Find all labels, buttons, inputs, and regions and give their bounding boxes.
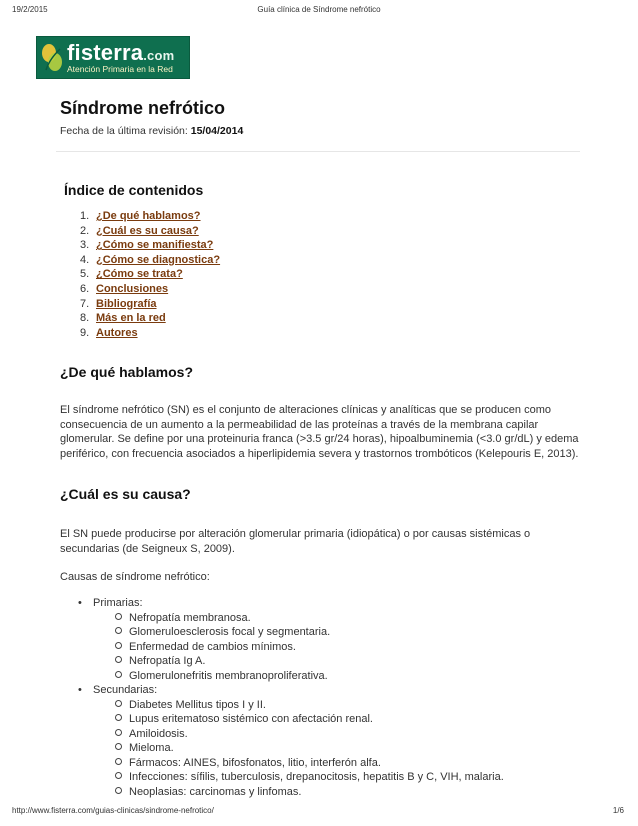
circle-bullet-icon [115, 613, 122, 620]
toc-item [80, 253, 220, 268]
cause-item: Neoplasias: carcinomas y linfomas. [115, 785, 504, 800]
cause-item: Lupus eritematoso sistémico con afectación renal. [115, 712, 504, 727]
toc-link-mas-en-la-red[interactable]: Más en la red [96, 312, 166, 325]
toc-item [80, 297, 220, 312]
cause-item: Fármacos: AINES, bifosfonatos, litio, interferón alfa. [115, 756, 504, 771]
toc-link-cual-es-su-causa[interactable]: ¿Cuál es su causa? [96, 224, 199, 237]
leaf-icon [40, 43, 64, 73]
toc-link-como-se-trata[interactable]: ¿Cómo se trata? [96, 268, 183, 281]
cause-group-primarias [78, 596, 504, 683]
toc-number: 9. [80, 326, 90, 339]
print-page-number: 1/6 [612, 806, 624, 815]
bullet-icon [78, 683, 93, 698]
fisterra-logo[interactable] [36, 36, 190, 79]
cause-item: Nefropatía Ig A. [115, 654, 504, 669]
revision-line [60, 125, 243, 137]
cause-sublist [78, 698, 504, 800]
toc-number: 4. [80, 253, 90, 266]
toc-link-como-se-manifiesta[interactable]: ¿Cómo se manifiesta? [96, 239, 214, 252]
toc-number: 8. [80, 312, 90, 325]
cause-item: Mieloma. [115, 741, 504, 756]
logo-wordmark: fisterra.com [67, 40, 175, 65]
toc-number: 1. [80, 210, 90, 222]
circle-bullet-icon [115, 656, 122, 663]
circle-bullet-icon [115, 700, 122, 707]
toc-link-de-que-hablamos[interactable]: ¿De qué hablamos? [96, 210, 201, 222]
causes-intro: Causas de síndrome nefrótico: [60, 571, 210, 583]
page-title: Síndrome nefrótico [60, 98, 226, 118]
toc-link-conclusiones[interactable]: Conclusiones [96, 282, 169, 295]
cause-item: Nefropatía membranosa. [115, 611, 504, 626]
causes-list [78, 596, 504, 799]
section-body-cual-es-su-causa: El SN puede producirse por alteración glomerular primaria (idiopática) o por causas sistémicas o secundarias (de Seigneux S, 2009). [60, 528, 531, 555]
print-url: http://www.fisterra.com/guias-clinicas/sindrome-nefrotico/ [12, 806, 214, 815]
circle-bullet-icon [115, 627, 122, 634]
circle-bullet-icon [115, 772, 122, 779]
cause-item: Glomeruloesclerosis focal y segmentaria. [115, 625, 504, 640]
circle-bullet-icon [115, 758, 122, 765]
cause-item: Glomerulonefritis membranoproliferativa. [115, 669, 504, 684]
circle-bullet-icon [115, 714, 122, 721]
toc-link-autores[interactable]: Autores [96, 326, 138, 339]
toc-item [80, 282, 220, 297]
divider [56, 151, 580, 152]
circle-bullet-icon [115, 787, 122, 794]
toc-number: 6. [80, 282, 90, 295]
revision-label: Fecha de la última revisión: [60, 125, 188, 137]
toc-link-como-se-diagnostica[interactable]: ¿Cómo se diagnostica? [96, 253, 221, 266]
toc-list [80, 209, 220, 340]
circle-bullet-icon [115, 729, 122, 736]
toc-item [80, 224, 220, 239]
cause-group-label: Primarias: [93, 597, 143, 609]
section-heading-cual-es-su-causa: ¿Cuál es su causa? [60, 486, 191, 502]
circle-bullet-icon [115, 743, 122, 750]
toc-item [80, 209, 220, 224]
cause-item: Enfermedad de cambios mínimos. [115, 640, 504, 655]
cause-item: Infecciones: sífilis, tuberculosis, drepanocitosis, hepatitis B y C, VIH, malaria. [115, 770, 504, 785]
print-title: Guía clínica de Síndrome nefrótico [257, 5, 381, 14]
revision-date: 15/04/2014 [190, 125, 244, 137]
toc-number: 2. [80, 224, 90, 237]
section-heading-de-que-hablamos: ¿De qué hablamos? [60, 364, 194, 380]
cause-group-label: Secundarias: [93, 684, 158, 696]
circle-bullet-icon [115, 642, 122, 649]
toc-item [80, 238, 220, 253]
toc-number: 7. [80, 297, 90, 310]
toc-item [80, 267, 220, 282]
circle-bullet-icon [115, 671, 122, 678]
cause-item: Amiloidosis. [115, 727, 504, 742]
toc-title: Índice de contenidos [64, 182, 204, 198]
toc-number: 5. [80, 268, 90, 281]
logo-tagline: Atención Primaria en la Red [67, 64, 173, 74]
toc-item [80, 311, 220, 326]
toc-item [80, 326, 220, 341]
print-date: 19/2/2015 [12, 5, 48, 14]
toc-number: 3. [80, 239, 90, 252]
bullet-icon [78, 596, 93, 611]
toc-link-bibliografia[interactable]: Bibliografía [96, 297, 157, 310]
cause-sublist [78, 611, 504, 684]
cause-item: Diabetes Mellitus tipos I y II. [115, 698, 504, 713]
cause-group-secundarias [78, 683, 504, 799]
section-body-de-que-hablamos: El síndrome nefrótico (SN) es el conjunto de alteraciones clínicas y analíticas que se producen como consecuencia de un aumento a la permeabilidad de las proteínas a través de la membrana capilar glomerular. Se define por una proteinuria franca (>3.5 gr/24 horas), hipoalbuminemia (<3.0 gr/dL) y edema periférico, con frecuencia asociados a hiperlipidemia severa y trastornos trombóticos (Kelepouris E, 2013). [60, 404, 579, 460]
